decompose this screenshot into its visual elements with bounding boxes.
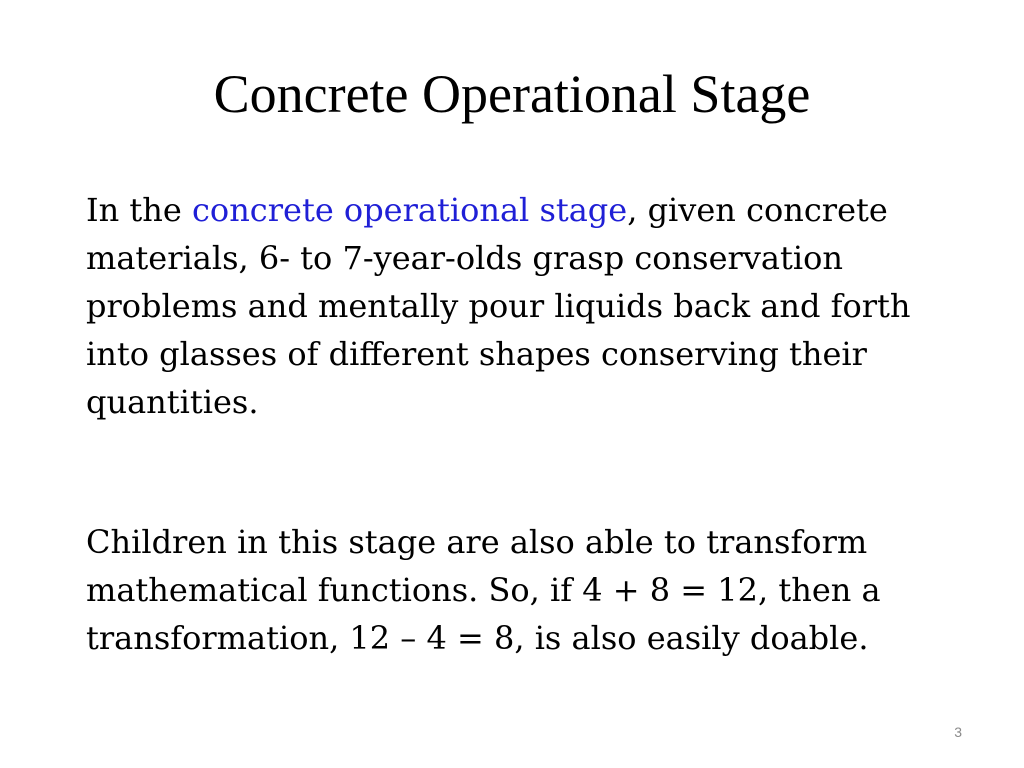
paragraph-conservation xyxy=(86,186,956,426)
paragraph-conservation-prefix: In the xyxy=(86,191,192,229)
concrete-operational-stage-term: concrete operational stage xyxy=(192,191,628,229)
page-number: 3 xyxy=(954,724,962,740)
slide-title: Concrete Operational Stage xyxy=(213,64,811,124)
paragraph-conservation-suffix: , given concrete materials, 6- to 7-year-olds grasp conservation problems and mentally pour liquids back and forth into glasses of different shapes conserving their quantities. xyxy=(86,191,911,421)
paragraph-transformation: Children in this stage are also able to transform mathematical functions. So, if 4 + 8 = 12, then a transformation, 12 – 4 = 8, is also easily doable. xyxy=(86,523,881,657)
